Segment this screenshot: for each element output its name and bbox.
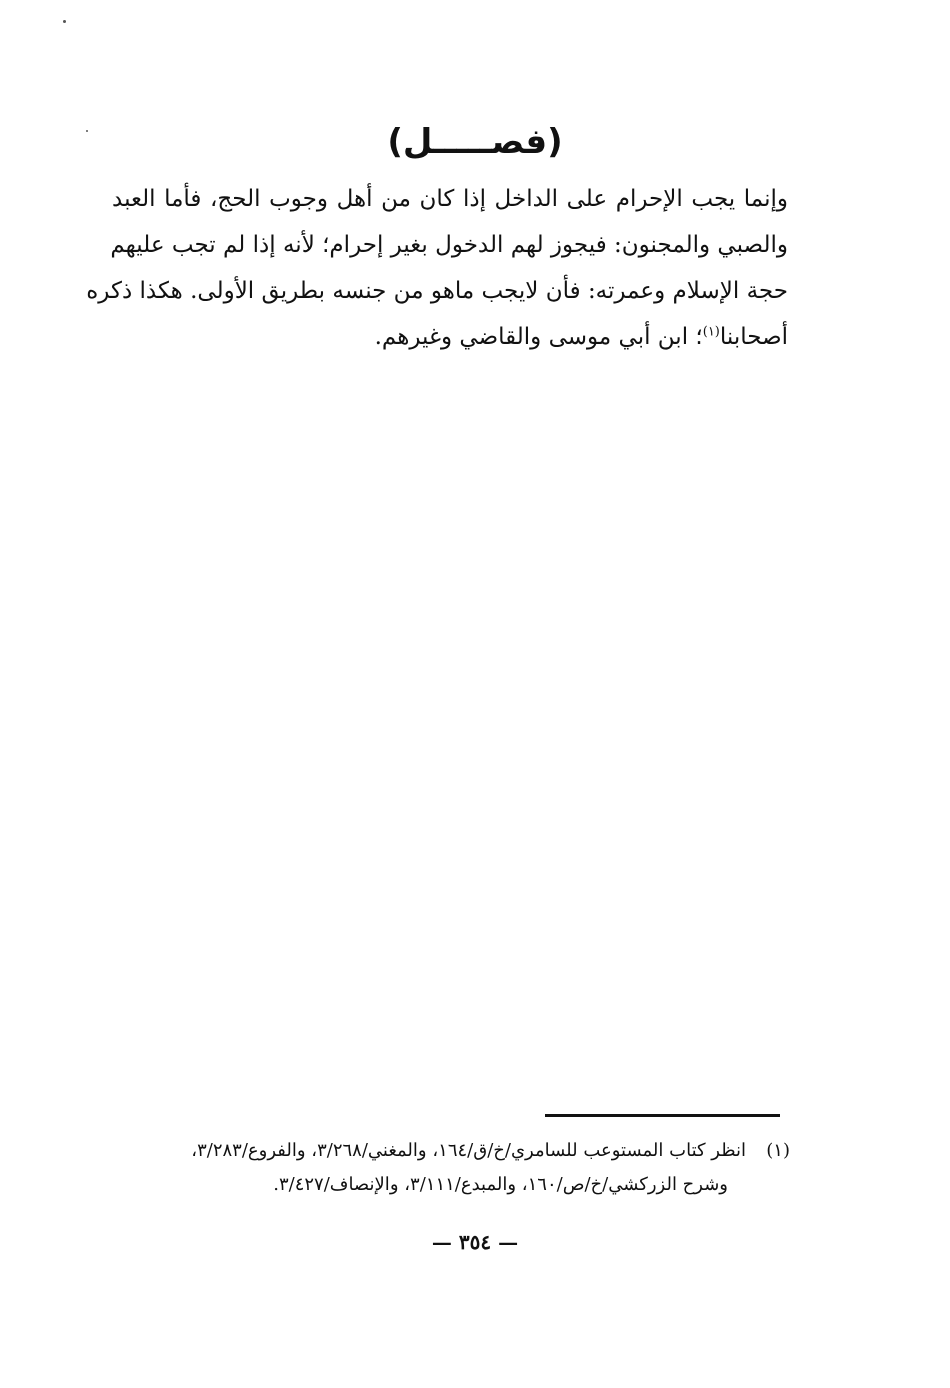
body-line bbox=[112, 314, 788, 360]
footnotes-section bbox=[160, 1134, 790, 1202]
body-line: وإنما يجب الإحرام على الداخل إذا كان من أهل وجوب الحج، فأما العبد bbox=[112, 186, 788, 212]
body-paragraph bbox=[86, 176, 788, 360]
footnote-text: وشرح الزركشي/خ/ص/١٦٠، والمبدع/٣/١١١، والإنصاف/٣/٤٢٧. bbox=[273, 1174, 728, 1195]
footnote-text: انظر كتاب المستوعب للسامري/خ/ق/١٦٤، والمغني/٣/٢٦٨، والفروع/٣/٢٨٣، bbox=[191, 1140, 746, 1161]
body-line: والصبي والمجنون: فيجوز لهم الدخول بغير إحرام؛ لأنه إذا لم تجب عليهم bbox=[110, 232, 788, 258]
footnote-separator bbox=[545, 1114, 780, 1117]
scan-speck bbox=[63, 20, 66, 23]
footnote-number: (١) bbox=[766, 1140, 790, 1161]
footnote-reference[interactable]: (١) bbox=[702, 324, 720, 340]
body-line: حجة الإسلام وعمرته: فأن لايجب ماهو من جنسه بطريق الأولى. هكذا ذكره bbox=[86, 278, 788, 304]
footnote-line bbox=[160, 1134, 790, 1168]
body-text-fragment: أصحابنا bbox=[719, 324, 788, 350]
footnote-line bbox=[160, 1168, 790, 1202]
section-heading: (فصـــــل) bbox=[387, 122, 563, 162]
page-number: — ٣٥٤ — bbox=[431, 1230, 519, 1254]
body-text-fragment: ؛ ابن أبي موسى والقاضي وغيرهم. bbox=[374, 324, 703, 350]
